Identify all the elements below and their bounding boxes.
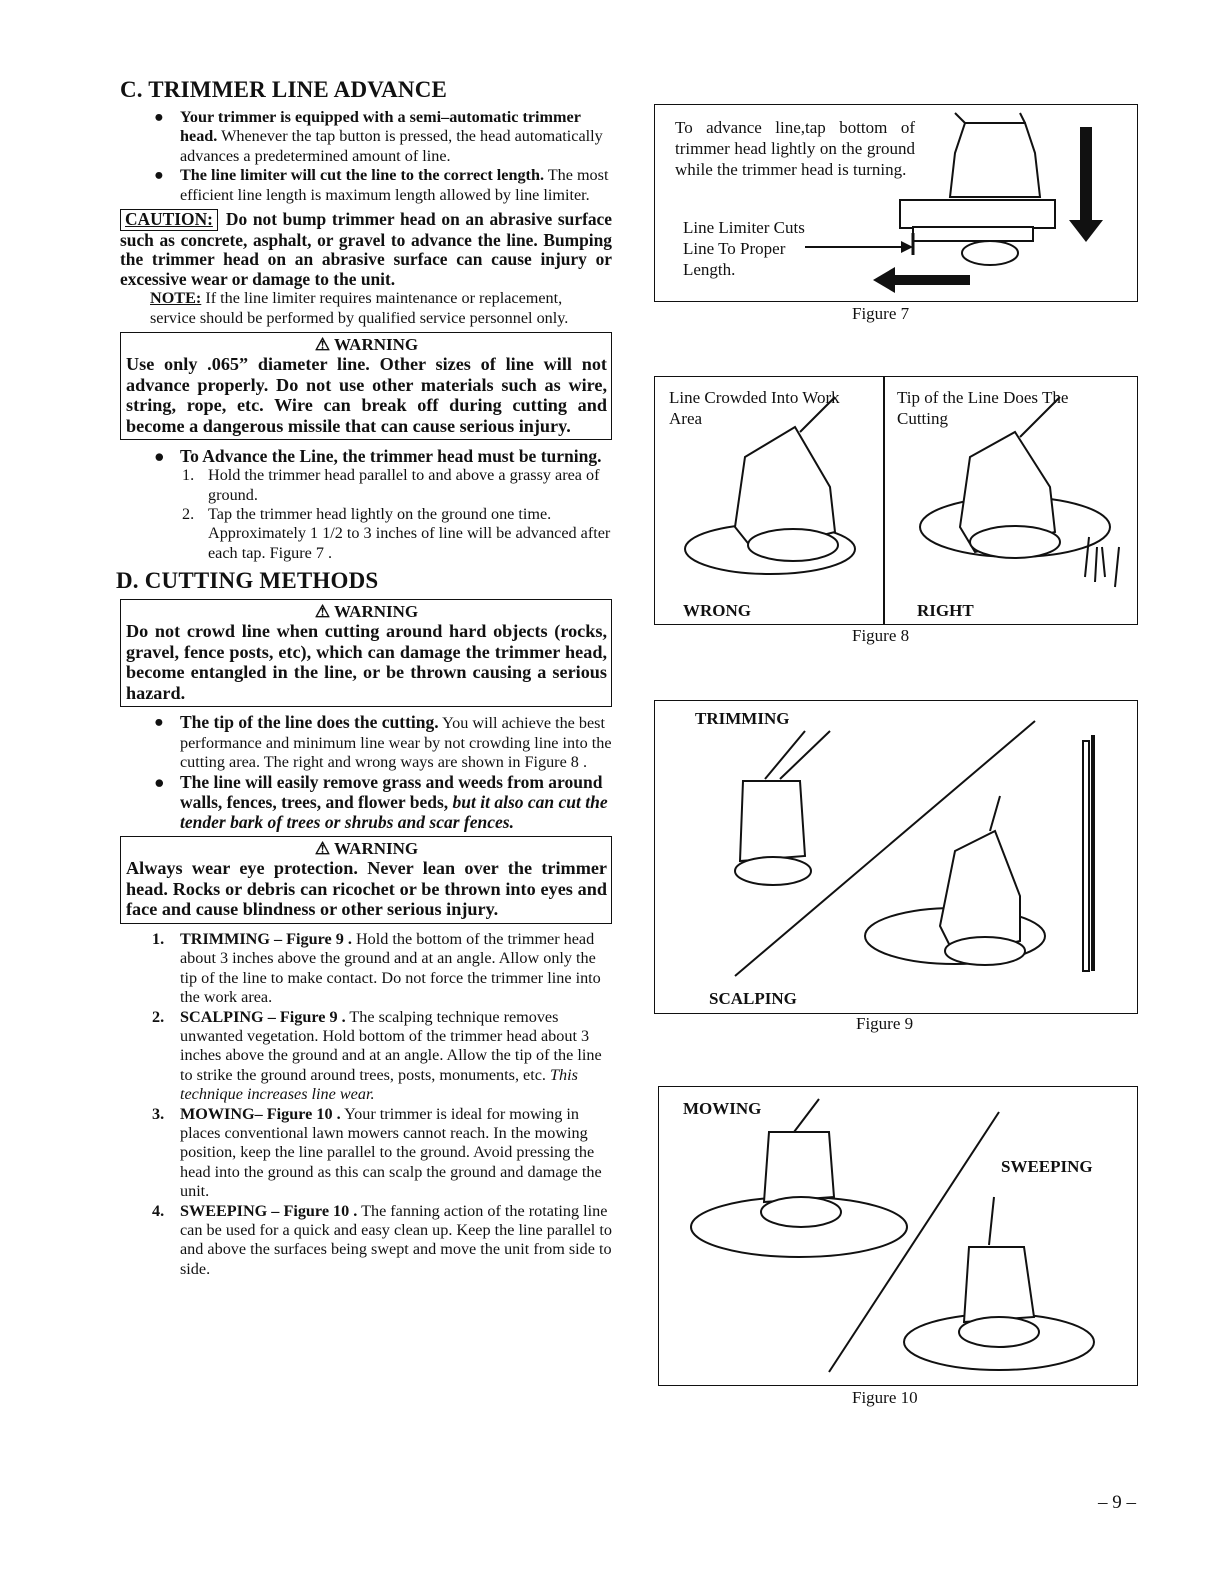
warning-title: ⚠ WARNING — [314, 839, 419, 859]
figure-9-caption: Figure 9 — [856, 1014, 914, 1033]
warning-text: Do not crowd line when cutting around hard objects (rocks, gravel, fence posts, etc), which can damage the trimmer head, become entangled in the line, or be thrown causing a serious hazard. — [126, 621, 607, 703]
figure-9 — [654, 700, 1138, 1014]
bullet-tip-cutting — [120, 713, 612, 772]
warning-text: Use only .065” diameter line. Other sizes of line will not advance properly. Do not use other materials such as wire, string, rope, etc. Wire can break off during cutting and become a dangerous missile that can cause serious injury. — [126, 354, 607, 436]
method-text: Hold the bottom of the trimmer head about 3 inches above the ground and at an angle. Allow only the tip of the line to make contact. Do not force the trimmer line into the work area. — [180, 929, 601, 1007]
figure-10 — [658, 1086, 1138, 1386]
method-text: The fanning action of the rotating line can be used for a quick and easy clean up. Keep the line parallel to and above the surfaces being swept and move the unit from side to side. — [180, 1201, 612, 1278]
method-text: The scalping technique removes unwanted vegetation. Hold bottom of the trimmer head about 3 inches above the ground and at an angle. Allow the tip of the line to strike the ground around trees, posts, monuments, etc. — [180, 1007, 602, 1084]
figure-8-wrong-text: Line Crowded Into Work Area — [669, 388, 840, 428]
warning-title: ⚠ WARNING — [314, 335, 419, 355]
method-number: 3. — [152, 1104, 165, 1123]
bullet-dot: ● — [154, 166, 164, 185]
warning-box-line-size — [120, 332, 612, 440]
bullet-bold: The line will easily remove grass and weeds from around walls, fences, trees, and flower beds, — [180, 772, 603, 813]
warning-box-eye-protection — [120, 836, 612, 924]
bullet-advance-line — [120, 446, 612, 466]
figure-8 — [654, 376, 1138, 625]
note-text: If the line limiter requires maintenance or replacement, service should be performed by qualified service personnel only. — [150, 289, 569, 327]
bullet-dot: ● — [154, 108, 164, 126]
method-scalping — [120, 1008, 612, 1105]
figure-7-limiter-label: Line Limiter Cuts Line To Proper Length. — [683, 218, 805, 279]
figure-7-caption: Figure 7 — [852, 304, 910, 323]
caution-text: Do not bump trimmer head on an abrasive surface such as concrete, asphalt, or gravel to advance the line. Bumping the trimmer head on an abrasive surface can cause injury or excessive wear or damage to the unit. — [120, 209, 612, 289]
step-text: Hold the trimmer head parallel to and above a grassy area of ground. — [208, 466, 600, 504]
method-title: SWEEPING – Figure 10 . — [180, 1201, 358, 1220]
method-number: 1. — [152, 929, 165, 948]
warning-title: ⚠ WARNING — [314, 602, 419, 622]
figure-9-illustration — [655, 701, 1137, 1013]
page-number: – 9 – — [1098, 1492, 1136, 1513]
figure-9-scalping-label: SCALPING — [709, 989, 797, 1008]
method-number: 4. — [152, 1201, 165, 1220]
note-paragraph — [120, 289, 612, 328]
figure-7 — [654, 104, 1138, 302]
caution-paragraph — [120, 209, 612, 289]
warning-box-crowd-line — [120, 599, 612, 707]
bullet-bold: To Advance the Line, the trimmer head must be turning. — [180, 446, 602, 467]
trimmer-head-illustration — [655, 105, 1137, 301]
figure-8-wrong-label: WRONG — [683, 601, 751, 620]
figure-8-caption: Figure 8 — [852, 626, 910, 645]
figure-10-caption: Figure 10 — [852, 1388, 918, 1407]
bullet-dot: ● — [154, 772, 165, 793]
figure-8-right-text: Tip of the Line Does The Cutting — [897, 388, 1069, 428]
step-number: 1. — [182, 466, 195, 485]
method-title: TRIMMING – Figure 9 . — [180, 929, 352, 948]
step-2 — [120, 505, 612, 563]
left-column — [116, 76, 612, 1279]
warning-text: Always wear eye protection. Never lean over the trimmer head. Rocks or debris can ricochet or be thrown into eyes and face and cause blindness or other serious injury. — [126, 858, 607, 920]
figure-7-instruction: To advance line,tap bottom of trimmer head lightly on the ground while the trimmer head is turning. — [675, 118, 915, 179]
bullet-line-limiter — [120, 166, 612, 205]
bullet-dot: ● — [154, 713, 164, 732]
bullet-bold: The line limiter will cut the line to the correct length. — [180, 166, 544, 185]
step-text: Tap the trimmer head lightly on the ground one time. Approximately 1 1/2 to 3 inches of line will be advanced after each tap. Figure 7 . — [208, 505, 611, 562]
figure-9-trimming-label: TRIMMING — [695, 709, 790, 728]
figure-10-sweeping-label: SWEEPING — [1001, 1157, 1093, 1176]
bullet-bold: Your trimmer is equipped with a semi–automatic trimmer head. — [180, 108, 581, 146]
method-text: Your trimmer is ideal for mowing in places conventional lawn mowers cannot reach. In the mowing position, keep the line parallel to the ground. Avoid pressing the head into the ground as this can scalp the ground and damage the unit. — [180, 1104, 602, 1201]
method-title: SCALPING – Figure 9 . — [180, 1007, 346, 1026]
step-number: 2. — [182, 505, 195, 524]
method-trimming — [120, 930, 612, 1008]
method-title: MOWING– Figure 10 . — [180, 1104, 341, 1123]
figure-10-illustration — [659, 1087, 1137, 1385]
bullet-text: You will achieve the best performance and minimum line wear by not crowding line into the cutting area. The right and wrong ways are shown in Figure 8 . — [180, 714, 612, 772]
bullet-semi-auto — [120, 108, 612, 166]
caution-label: CAUTION: — [120, 209, 218, 231]
section-d-heading: D. CUTTING METHODS — [116, 568, 379, 594]
section-c-heading: C. TRIMMER LINE ADVANCE — [120, 77, 448, 102]
figure-10-mowing-label: MOWING — [683, 1099, 762, 1118]
bullet-text: Whenever the tap button is pressed, the head automatically advances a predetermined amount of line. — [180, 127, 603, 165]
method-sweeping — [120, 1202, 612, 1280]
method-mowing — [120, 1105, 612, 1202]
note-label: NOTE: — [150, 289, 202, 308]
bullet-italic: but it also can cut the tender bark of trees or shrubs and scar fences. — [180, 792, 608, 833]
bullet-remove-grass — [120, 772, 612, 832]
figure-8-right-label: RIGHT — [917, 601, 974, 620]
method-number: 2. — [152, 1007, 165, 1026]
bullet-text: The most efficient line length is maximum length allowed by line limiter. — [180, 166, 609, 204]
bullet-bold: The tip of the line does the cutting. — [180, 712, 439, 733]
method-italic: This technique increases line wear. — [180, 1065, 578, 1104]
bullet-dot: ● — [154, 446, 165, 467]
step-1 — [120, 466, 612, 505]
